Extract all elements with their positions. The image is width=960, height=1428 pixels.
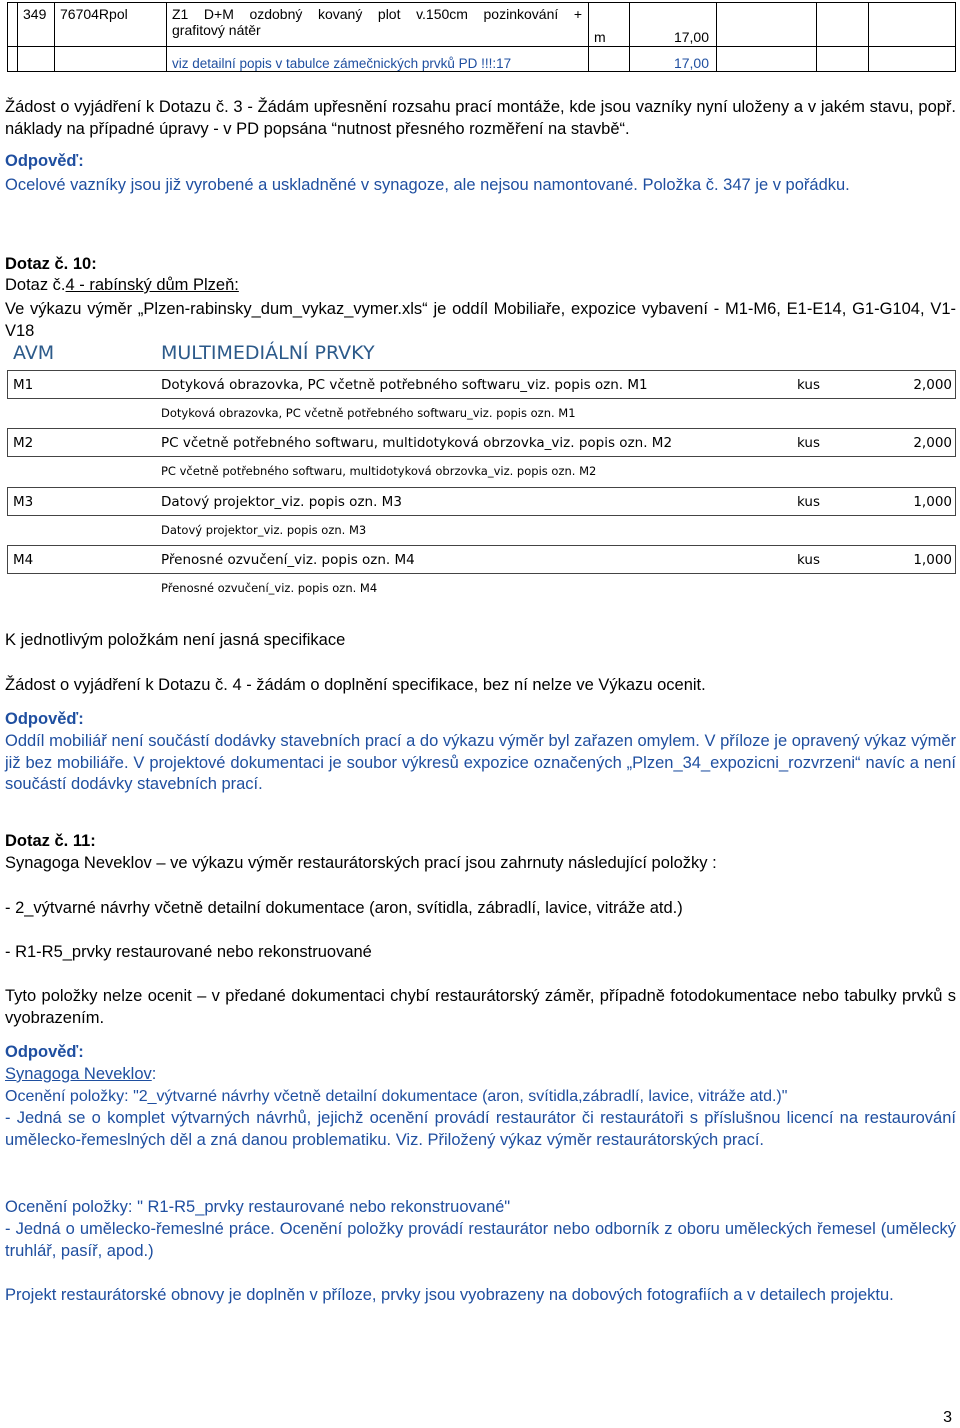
dotaz11-answer-place	[5, 1064, 956, 1086]
avm-code: M1	[13, 377, 34, 393]
dotaz4-note: K jednotlivým položkám není jasná specifikace	[5, 631, 346, 649]
avm-code: M2	[13, 435, 34, 451]
col-line	[17, 2, 18, 72]
col-line	[716, 2, 717, 72]
item-quantity: 17,00	[673, 29, 709, 45]
dotaz10-body	[5, 299, 956, 342]
col-line	[54, 2, 55, 72]
item-unit: m	[594, 29, 606, 45]
avm-desc: PC včetně potřebného softwaru, multidotyková obrzovka_viz. popis ozn. M2	[161, 435, 673, 451]
avm-sub: Datový projektor_viz. popis ozn. M3	[161, 523, 367, 537]
col-line	[629, 2, 630, 72]
dotaz11-item1: - 2_výtvarné návrhy včetně detailní dokumentace (aron, svítidla, zábradlí, lavice, vitráže atd.)	[5, 899, 683, 917]
dotaz3-request: Žádost o vyjádření k Dotazu č. 3 - Žádám upřesnění rozsahu prací montáže, kde jsou vazníky nyní uloženy a v jakém stavu, popř. náklady na případné úpravy - v PD popsána “nutnost přesného rozměření na stavbě“.	[5, 98, 956, 138]
item-description-2: grafitový nátěr	[172, 22, 261, 38]
avm-row-m1	[7, 370, 956, 399]
item-code: 76704Rpol	[60, 6, 128, 22]
pricing2-text: - Jedná o umělecko-řemeslné práce. Ocenění položky provádí restaurátor nebo odborník z oboru uměleckých řemesel (umělecký truhlář, pasíř, apod.)	[5, 1220, 956, 1260]
dotaz10-subheading-prefix: Dotaz č.	[5, 276, 66, 294]
dotaz11-heading: Dotaz č. 11:	[5, 832, 96, 850]
avm-sub: PC včetně potřebného softwaru, multidotyková obrzovka_viz. popis ozn. M2	[161, 464, 597, 478]
dotaz10-subheading	[5, 275, 956, 297]
dotaz11-intro: Synagoga Neveklov – ve výkazu výměr restaurátorských prací jsou zahrnuty následující položky :	[5, 854, 717, 872]
avm-row-m4	[7, 545, 956, 574]
avm-qty: 1,000	[913, 552, 952, 568]
avm-heading: AVM	[13, 342, 55, 364]
dotaz10-heading: Dotaz č. 10:	[5, 255, 97, 273]
col-line	[166, 2, 167, 72]
col-line	[588, 2, 589, 72]
pricing1-title: Ocenění položky: "2_výtvarné návrhy včetně detailní dokumentace (aron, svítidla,zábradlí, lavice, vitráže atd.)"	[5, 1088, 788, 1105]
top-table	[7, 2, 956, 72]
item-number: 349	[23, 6, 47, 22]
dotaz10-subheading-underlined: 4 - rabínský dům Plzeň:	[65, 276, 239, 294]
avm-sub: Přenosné ozvučení_viz. popis ozn. M4	[161, 581, 378, 595]
avm-code: M3	[13, 494, 34, 510]
avm-desc: Přenosné ozvučení_viz. popis ozn. M4	[161, 552, 415, 568]
pricing1-text: - Jedná se o komplet výtvarných návrhů, jejichž ocenění provádí restaurátor či restaurátoři s příslušnou licencí na restaurování umělecko-řemeslných děl a zná danou problematiku. Viz. Přiložený výkaz výměr restaurátorských prací.	[5, 1109, 956, 1149]
avm-unit: kus	[797, 494, 820, 510]
avm-unit: kus	[797, 552, 820, 568]
avm-sub: Dotyková obrazovka, PC včetně potřebného softwaru_viz. popis ozn. M1	[161, 406, 576, 420]
dotaz4-answer: Oddíl mobiliář není součástí dodávky stavebních prací a do výkazu výměr byl zařazen omylem. V příloze je opravený výkaz výměr již bez mobiliáře. V projektové dokumentaci je soubor výkresů expozice označených „Plzen_34_expozicni_rozvrzeni“ navíc a není součástí dodávky stavebních prací.	[5, 732, 956, 793]
avm-qty: 2,000	[913, 435, 952, 451]
pricing2-title: Ocenění položky: " R1-R5_prvky restaurované nebo rekonstruované"	[5, 1198, 511, 1216]
avm-code: M4	[13, 552, 34, 568]
dotaz11-answer-label: Odpověď:	[5, 1043, 84, 1061]
avm-qty: 2,000	[913, 377, 952, 393]
dotaz11-problem: Tyto položky nelze ocenit – v předané dokumentaci chybí restaurátorský záměr, případně fotodokumentace nebo tabulky prvků s vyobrazením.	[5, 987, 956, 1027]
top-table-divider	[7, 46, 956, 47]
dotaz10-body-rest: xls“ je oddíl Mobiliaře, expozice vybavení - M1-M6, E1-E14, G1-G104, V1-V18	[5, 300, 956, 340]
avm-desc: Datový projektor_viz. popis ozn. M3	[161, 494, 402, 510]
item-description: Z1 D+M ozdobný kovaný plot v.150cm pozinkování +	[172, 6, 582, 22]
dotaz4-request: Žádost o vyjádření k Dotazu č. 4 - žádám o doplnění specifikace, bez ní nelze ve Výkazu ocenit.	[5, 676, 706, 694]
multimedia-heading: MULTIMEDIÁLNÍ PRVKY	[161, 342, 375, 364]
dotaz4-answer-label: Odpověď:	[5, 710, 84, 728]
avm-unit: kus	[797, 377, 820, 393]
place-name: Synagoga Neveklov	[5, 1065, 152, 1083]
project-note: Projekt restaurátorské obnovy je doplněn v příloze, prvky jsou vyobrazeny na dobových fotografiích a v detailech projektu.	[5, 1286, 894, 1304]
detail-quantity: 17,00	[673, 55, 709, 71]
avm-desc: Dotyková obrazovka, PC včetně potřebného softwaru_viz. popis ozn. M1	[161, 377, 648, 393]
page-number: 3	[943, 1409, 952, 1426]
col-line	[868, 2, 869, 72]
avm-row-m2	[7, 428, 956, 457]
dotaz10-body-prefix: Ve výkazu výměr „Plzen-rabinsky_dum_vykaz_vymer.	[5, 300, 402, 318]
dotaz11-item2: - R1-R5_prvky restaurované nebo rekonstruované	[5, 943, 372, 961]
col-line	[816, 2, 817, 72]
avm-row-m3	[7, 487, 956, 516]
avm-qty: 1,000	[913, 494, 952, 510]
detail-link[interactable]: viz detailní popis v tabulce zámečnických prvků PD !!!:17	[172, 56, 512, 71]
dotaz3-answer: Ocelové vazníky jsou již vyrobené a uskladněné v synagoze, ale nejsou namontované. Položka č. 347 je v pořádku.	[5, 176, 850, 194]
dotaz3-answer-label: Odpověď:	[5, 152, 84, 170]
avm-unit: kus	[797, 435, 820, 451]
place-suffix: :	[151, 1065, 157, 1083]
